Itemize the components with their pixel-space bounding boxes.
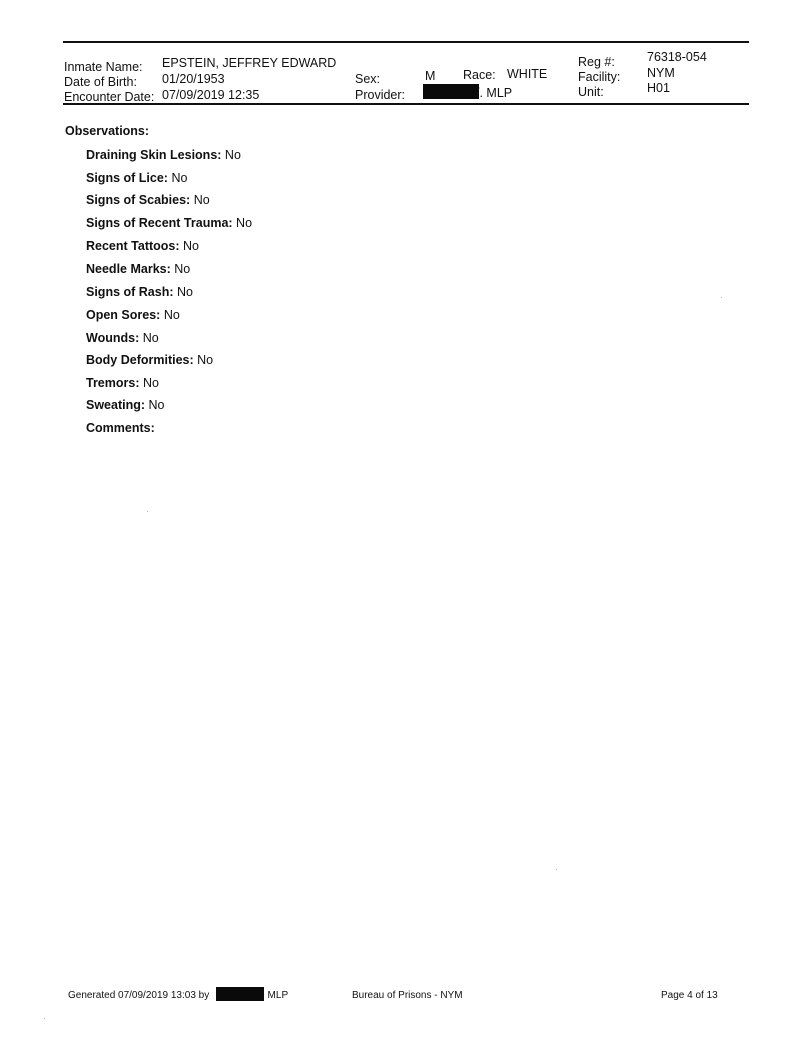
- observation-value: No: [177, 285, 193, 299]
- provider-suffix: /. MLP: [476, 86, 513, 100]
- observation-label: Signs of Lice:: [86, 171, 168, 185]
- observation-value: No: [148, 398, 165, 412]
- race-label: Race:: [463, 68, 496, 82]
- unit-label: Unit:: [578, 85, 604, 99]
- observation-value: No: [163, 308, 180, 322]
- observation-row: [86, 239, 199, 253]
- encounter-date-label: Encounter Date:: [64, 90, 155, 104]
- observation-label: Body Deformities:: [86, 353, 194, 367]
- footer-page-number: Page 4 of 13: [661, 990, 718, 1001]
- sex-value: M: [425, 69, 436, 83]
- observation-value: No: [174, 262, 191, 276]
- observation-row: [86, 331, 159, 345]
- provider-label: Provider:: [355, 88, 406, 102]
- unit-value: H01: [647, 81, 670, 95]
- observation-label: Draining Skin Lesions:: [86, 148, 222, 162]
- footer-bureau: Bureau of Prisons - NYM: [352, 990, 463, 1001]
- observation-row: [86, 193, 210, 207]
- scan-speck: [556, 869, 557, 870]
- observation-label: Open Sores:: [86, 308, 161, 322]
- observation-label: Signs of Scabies:: [86, 193, 191, 207]
- observation-label: Recent Tattoos:: [86, 239, 180, 253]
- observation-label: Sweating:: [86, 398, 146, 412]
- header-bottom-rule: [63, 103, 749, 105]
- footer-generated-suffix: . MLP: [262, 990, 289, 1001]
- observation-row: [86, 171, 187, 185]
- scan-speck: [147, 511, 148, 512]
- observation-label: Tremors:: [86, 376, 140, 390]
- facility-label: Facility:: [578, 70, 621, 84]
- race-value: WHITE: [507, 67, 548, 81]
- header-top-rule: [63, 41, 749, 43]
- dob-label: Date of Birth:: [64, 75, 137, 89]
- footer-generated: [68, 990, 209, 1001]
- observation-label: Wounds:: [86, 331, 140, 345]
- dob-value: 01/20/1953: [162, 72, 225, 86]
- observation-row: [86, 308, 180, 322]
- footer-generated-prefix: Generated 07/09/2019 13:03 by: [68, 990, 210, 1001]
- observation-label: Comments:: [86, 421, 155, 435]
- observation-label: Signs of Rash:: [86, 285, 174, 299]
- observation-value: No: [171, 171, 188, 185]
- observation-row: [86, 216, 252, 230]
- observation-value: No: [236, 216, 253, 230]
- inmate-name-value: EPSTEIN, JEFFREY EDWARD: [162, 56, 337, 70]
- sex-label: Sex:: [355, 72, 381, 86]
- inmate-name-label: Inmate Name:: [64, 60, 143, 74]
- reg-value: 76318-054: [647, 50, 707, 64]
- facility-value: NYM: [647, 66, 675, 80]
- observation-value: No: [183, 239, 199, 253]
- observation-label: Needle Marks:: [86, 262, 171, 276]
- observation-row: [86, 148, 241, 162]
- observation-row: [86, 285, 193, 299]
- reg-label: Reg #:: [578, 55, 615, 69]
- scan-speck: [44, 1018, 45, 1019]
- observation-row: [86, 376, 159, 390]
- observation-row: [86, 262, 190, 276]
- observation-row: [86, 353, 213, 367]
- observation-value: No: [224, 148, 241, 162]
- observation-value: No: [142, 376, 159, 390]
- scan-speck: [721, 297, 722, 298]
- encounter-date-value: 07/09/2019 12:35: [162, 88, 260, 102]
- observation-value: No: [193, 193, 210, 207]
- observation-label: Signs of Recent Trauma:: [86, 216, 233, 230]
- observations-title: Observations:: [65, 124, 150, 138]
- provider-redaction: [423, 84, 479, 99]
- observation-row: [86, 421, 155, 435]
- footer-redaction: [216, 987, 264, 1001]
- observation-value: No: [142, 331, 159, 345]
- observation-value: No: [197, 353, 214, 367]
- observation-row: [86, 398, 165, 412]
